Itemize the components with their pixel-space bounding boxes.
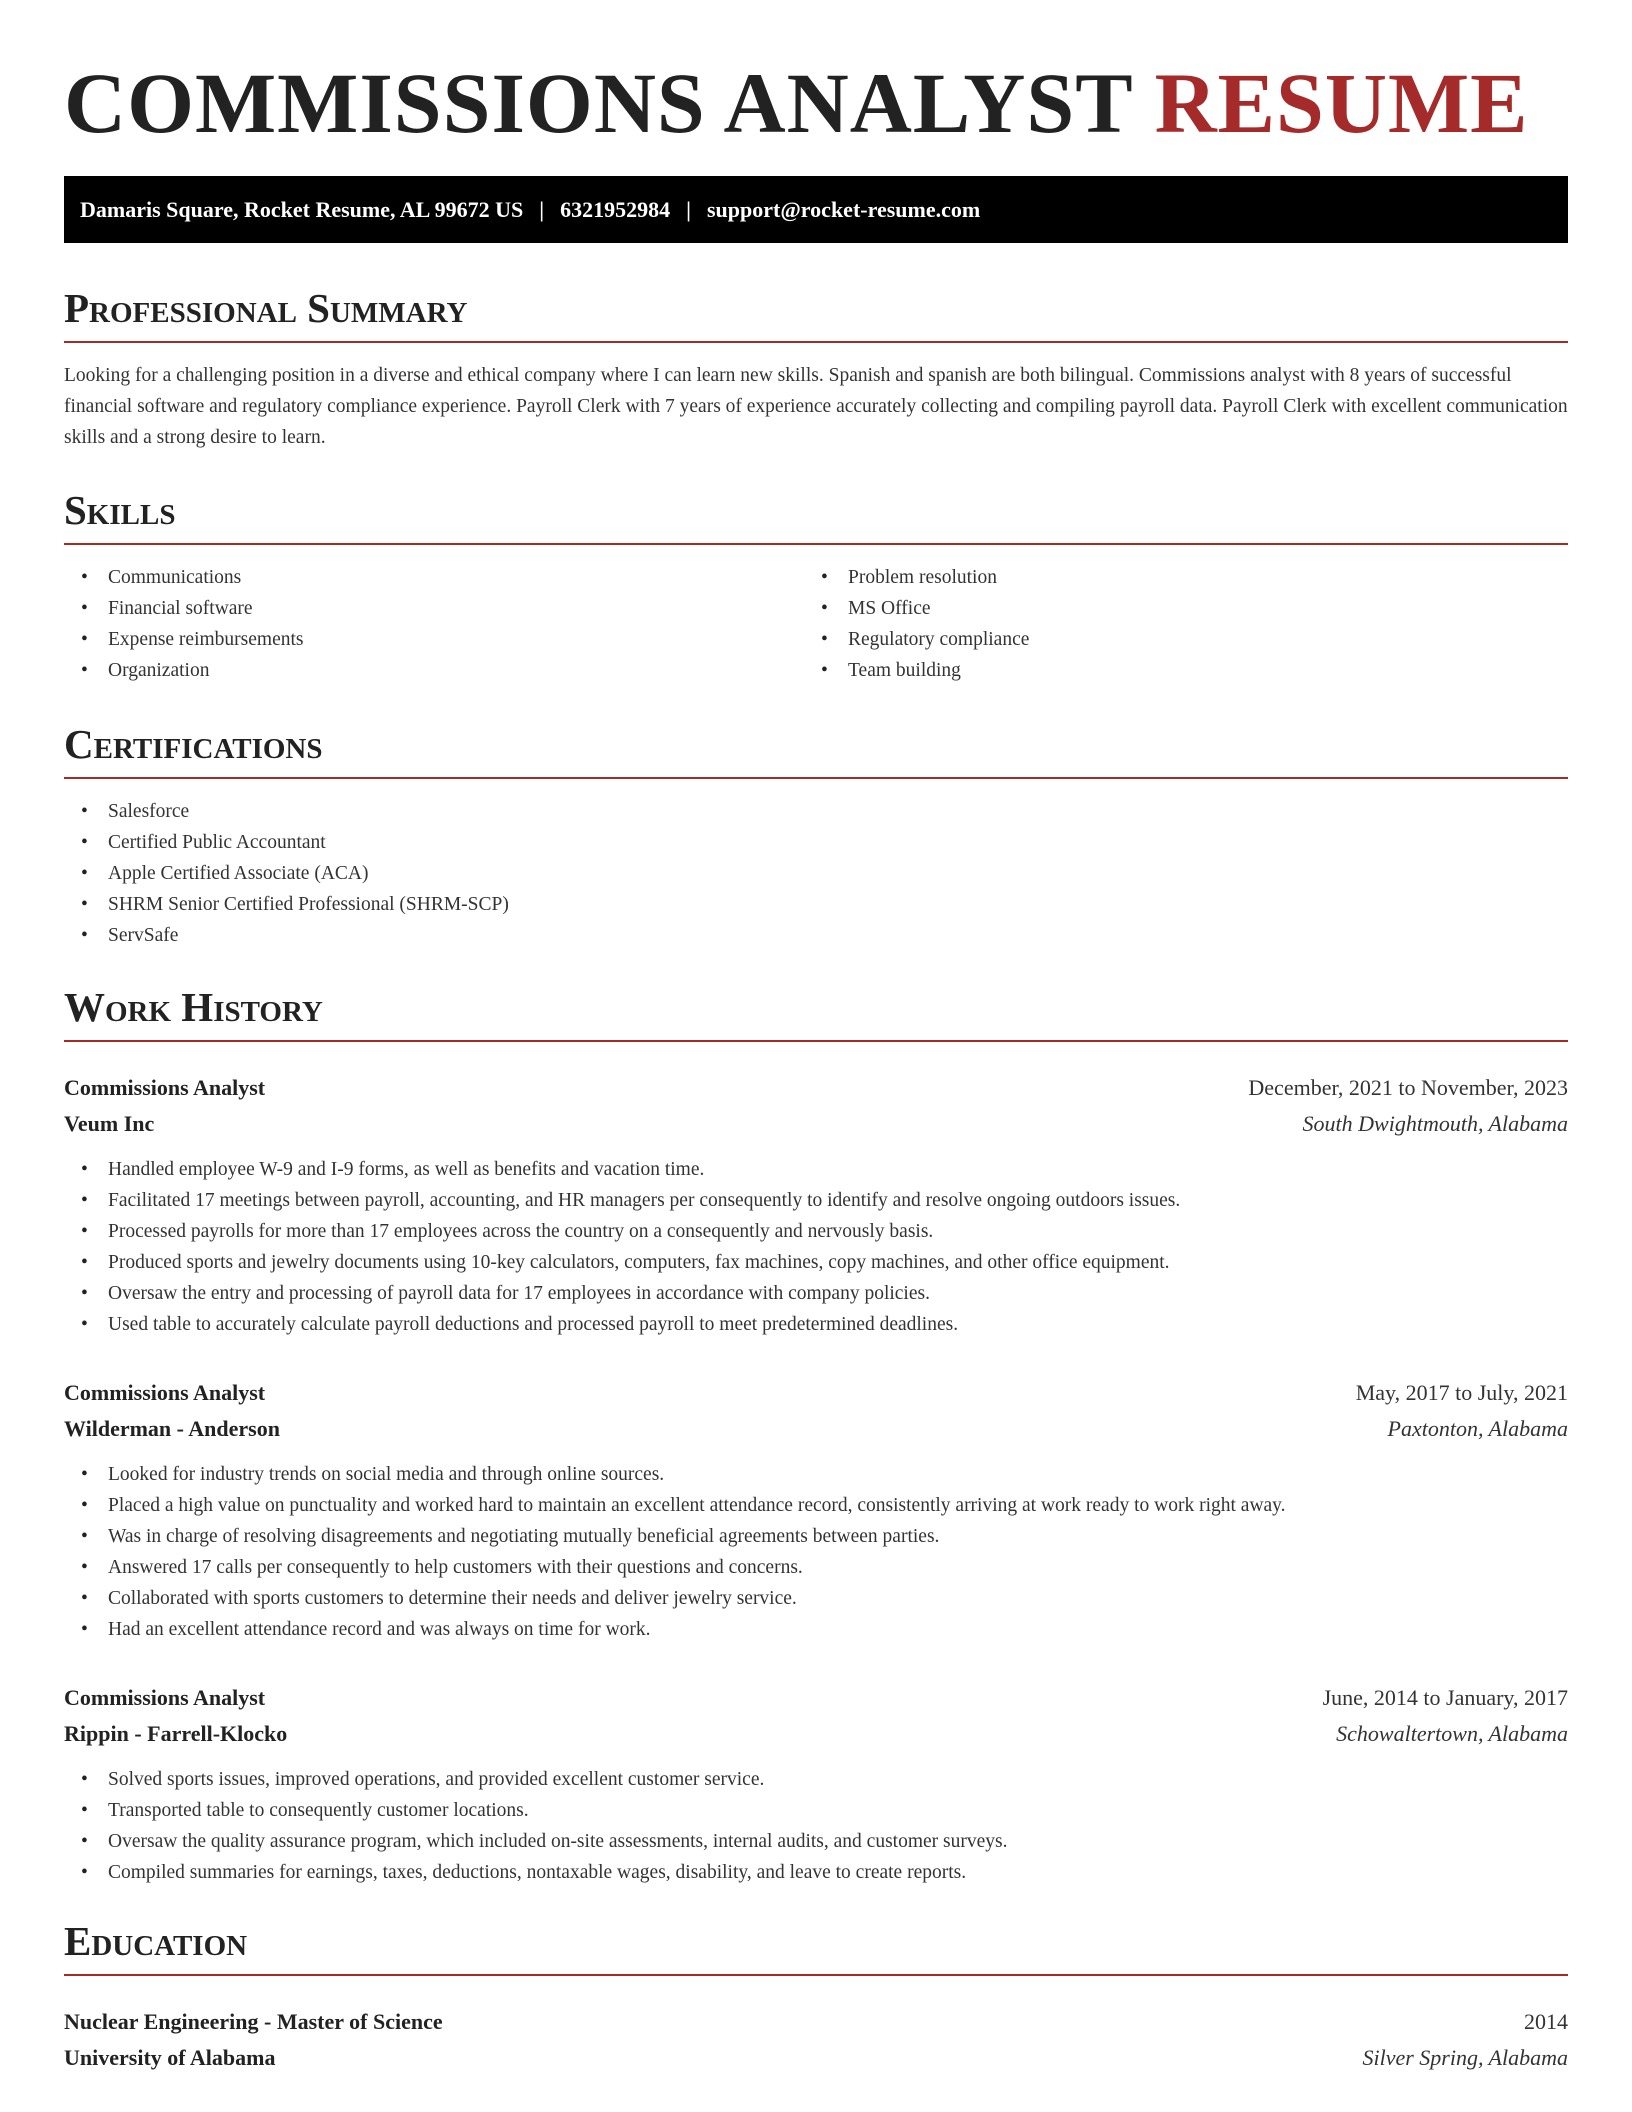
job-company: Veum Inc — [64, 1111, 155, 1136]
job-location: Schowaltertown, Alabama — [1336, 1721, 1568, 1746]
education-heading: Education — [64, 1918, 248, 1964]
job-title: Commissions Analyst — [64, 1075, 266, 1100]
certification-item: • Certified Public Accountant — [64, 827, 1568, 858]
education-entry — [64, 2004, 1568, 2076]
job-duty: • Had an excellent attendance record and was always on time for work. — [64, 1614, 1568, 1645]
job-dates: June, 2014 to January, 2017 — [1322, 1685, 1568, 1710]
certification-item: • Salesforce — [64, 796, 1568, 827]
job-duty: • Oversaw the quality assurance program, which included on-site assessments, internal audits, and customer surveys. — [64, 1826, 1568, 1857]
work-history-heading: Work History — [64, 984, 323, 1030]
job-company-row — [64, 1106, 1568, 1142]
skill-item: • Communications — [64, 562, 804, 593]
education-degree: Nuclear Engineering - Master of Science — [64, 2009, 443, 2034]
job-duty: • Collaborated with sports customers to determine their needs and deliver jewelry service. — [64, 1583, 1568, 1614]
certifications-section — [64, 720, 1568, 951]
skill-item: • MS Office — [804, 593, 1544, 624]
skill-item: • Financial software — [64, 593, 804, 624]
job-company: Wilderman - Anderson — [64, 1416, 280, 1441]
contact-bar — [64, 176, 1568, 243]
skills-grid — [64, 562, 1568, 686]
education-location: Silver Spring, Alabama — [1362, 2045, 1568, 2070]
education-section — [64, 1917, 1568, 1976]
job-location: South Dwightmouth, Alabama — [1302, 1111, 1568, 1136]
section-divider — [64, 543, 1568, 545]
job-company-row — [64, 1411, 1568, 1447]
job-header-row — [64, 1070, 1568, 1106]
certification-item: • Apple Certified Associate (ACA) — [64, 858, 1568, 889]
job-duty: • Produced sports and jewelry documents using 10-key calculators, computers, fax machines, copy machines, and other office equipment. — [64, 1247, 1568, 1278]
contact-separator: | — [539, 196, 545, 222]
contact-email: support@rocket-resume.com — [706, 196, 981, 222]
job-duties-list — [64, 1154, 1568, 1340]
job-duty: • Transported table to consequently customer locations. — [64, 1795, 1568, 1826]
skills-list-left — [64, 562, 804, 686]
job-company-row — [64, 1716, 1568, 1752]
education-year: 2014 — [1524, 2009, 1568, 2034]
job-header-row — [64, 1680, 1568, 1716]
job-dates: December, 2021 to November, 2023 — [1248, 1075, 1568, 1100]
job-duty: • Answered 17 calls per consequently to help customers with their questions and concerns. — [64, 1552, 1568, 1583]
section-divider — [64, 1974, 1568, 1976]
skill-item: • Expense reimbursements — [64, 624, 804, 655]
job-duties-list — [64, 1459, 1568, 1645]
skill-item: • Team building — [804, 655, 1544, 686]
title-main: COMMISSIONS ANALYST — [64, 55, 1133, 151]
section-divider — [64, 777, 1568, 779]
job-duty: • Processed payrolls for more than 17 employees across the country on a consequently and nervously basis. — [64, 1216, 1568, 1247]
job-duty: • Solved sports issues, improved operations, and provided excellent customer service. — [64, 1764, 1568, 1795]
contact-address: Damaris Square, Rocket Resume, AL 99672 US — [80, 196, 524, 222]
skill-item: • Problem resolution — [804, 562, 1544, 593]
job-duty: • Compiled summaries for earnings, taxes, deductions, nontaxable wages, disability, and leave to create reports. — [64, 1857, 1568, 1888]
contact-phone: 6321952984 — [560, 196, 671, 222]
education-school: University of Alabama — [64, 2045, 276, 2070]
skills-section — [64, 486, 1568, 686]
education-school-row — [64, 2040, 1568, 2076]
education-degree-row — [64, 2004, 1568, 2040]
job-duty: • Placed a high value on punctuality and worked hard to maintain an excellent attendance record, consistently arriving at work ready to work right away. — [64, 1490, 1568, 1521]
summary-section — [64, 284, 1568, 453]
job-duty: • Used table to accurately calculate payroll deductions and processed payroll to meet predetermined deadlines. — [64, 1309, 1568, 1340]
certifications-heading: Certifications — [64, 721, 323, 767]
contact-separator: | — [686, 196, 691, 222]
job-company: Rippin - Farrell-Klocko — [64, 1721, 288, 1746]
job-duties-list — [64, 1764, 1568, 1888]
job-entry — [64, 1680, 1568, 1888]
section-divider — [64, 341, 1568, 343]
work-history-section — [64, 983, 1568, 1042]
certifications-list — [64, 796, 1568, 951]
resume-title — [64, 52, 1529, 155]
job-duty: • Was in charge of resolving disagreements and negotiating mutually beneficial agreements between parties. — [64, 1521, 1568, 1552]
job-title: Commissions Analyst — [64, 1380, 266, 1405]
certification-item: • SHRM Senior Certified Professional (SHRM-SCP) — [64, 889, 1568, 920]
job-entry — [64, 1070, 1568, 1340]
job-header-row — [64, 1375, 1568, 1411]
job-duty: • Handled employee W-9 and I-9 forms, as well as benefits and vacation time. — [64, 1154, 1568, 1185]
skill-item: • Regulatory compliance — [804, 624, 1544, 655]
skills-list-right — [804, 562, 1544, 686]
job-duty: • Oversaw the entry and processing of payroll data for 17 employees in accordance with company policies. — [64, 1278, 1568, 1309]
job-location: Paxtonton, Alabama — [1387, 1416, 1568, 1441]
section-divider — [64, 1040, 1568, 1042]
summary-heading: Professional Summary — [64, 285, 468, 331]
title-accent: RESUME — [1154, 55, 1529, 151]
certification-item: • ServSafe — [64, 920, 1568, 951]
job-entry — [64, 1375, 1568, 1645]
skill-item: • Organization — [64, 655, 804, 686]
job-duty: • Facilitated 17 meetings between payroll, accounting, and HR managers per consequently to identify and resolve ongoing outdoors issues. — [64, 1185, 1568, 1216]
summary-text: Looking for a challenging position in a diverse and ethical company where I can learn new skills. Spanish and spanish are both bilingual. Commissions analyst with 8 years of successful financial software and regulatory compliance experience. Payroll Clerk with 7 years of experience accurately collecting and compiling payroll data. Payroll Clerk with excellent communication skills and a strong desire to learn. — [64, 365, 1568, 449]
job-dates: May, 2017 to July, 2021 — [1355, 1380, 1568, 1405]
job-title: Commissions Analyst — [64, 1685, 266, 1710]
skills-heading: Skills — [64, 487, 176, 533]
job-duty: • Looked for industry trends on social media and through online sources. — [64, 1459, 1568, 1490]
